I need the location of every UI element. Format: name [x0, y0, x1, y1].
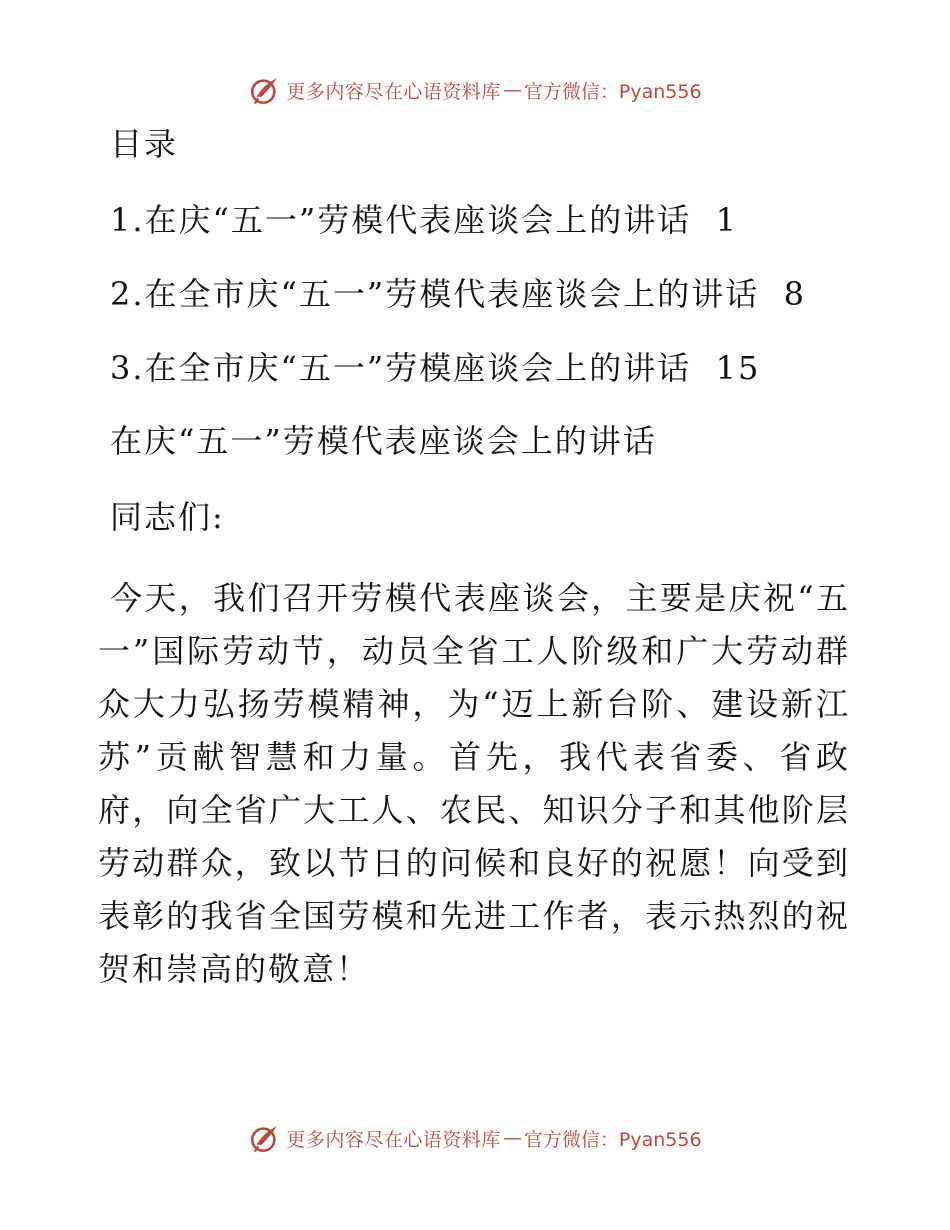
header-site-text: 更多内容尽在心语资料库: [286, 80, 501, 103]
article-greeting: 同志们:: [110, 498, 225, 536]
header-banner: [0, 70, 950, 110]
header-wechat-text: 官方微信：Pyan556: [523, 80, 702, 103]
toc-item-page: 15: [715, 349, 761, 387]
article-title: 在庆“五一”劳模代表座谈会上的讲话: [110, 422, 657, 460]
footer-site-text: 更多内容尽在心语资料库: [286, 1128, 501, 1151]
toc-item-label: 1.在庆“五一”劳模代表座谈会上的讲话: [110, 201, 692, 239]
toc-item-page: 1: [715, 201, 738, 239]
toc-item-2[interactable]: [110, 274, 806, 314]
toc-title: 目录: [110, 125, 179, 163]
toc-item-label: 3.在全市庆“五一”劳模座谈会上的讲话: [110, 349, 692, 387]
quill-swirl-logo-icon: [248, 1121, 282, 1155]
toc-item-1[interactable]: [110, 200, 738, 240]
footer-separator: —: [502, 1127, 522, 1149]
toc-item-label: 2.在全市庆“五一”劳模代表座谈会上的讲话: [110, 275, 760, 313]
quill-swirl-logo-icon: [248, 73, 282, 107]
footer-wechat-text: 官方微信：Pyan556: [523, 1128, 702, 1151]
toc-item-page: 8: [783, 275, 806, 313]
footer-banner: [0, 1118, 950, 1158]
article-paragraph: 今天，我们召开劳模代表座谈会，主要是庆祝“五一”国际劳动节，动员全省工人阶级和广大劳动群众大力弘扬劳模精神，为“迈上新台阶、建设新江苏”贡献智慧和力量。首先，我代表省委、省政府，向全省广大工人、农民、知识分子和其他阶层劳动群众，致以节日的问候和良好的祝愿！向受到表彰的我省全国劳模和先进工作者，表示热烈的祝贺和崇高的敬意！: [98, 579, 850, 988]
header-separator: —: [502, 79, 522, 101]
toc-item-3[interactable]: [110, 348, 760, 388]
